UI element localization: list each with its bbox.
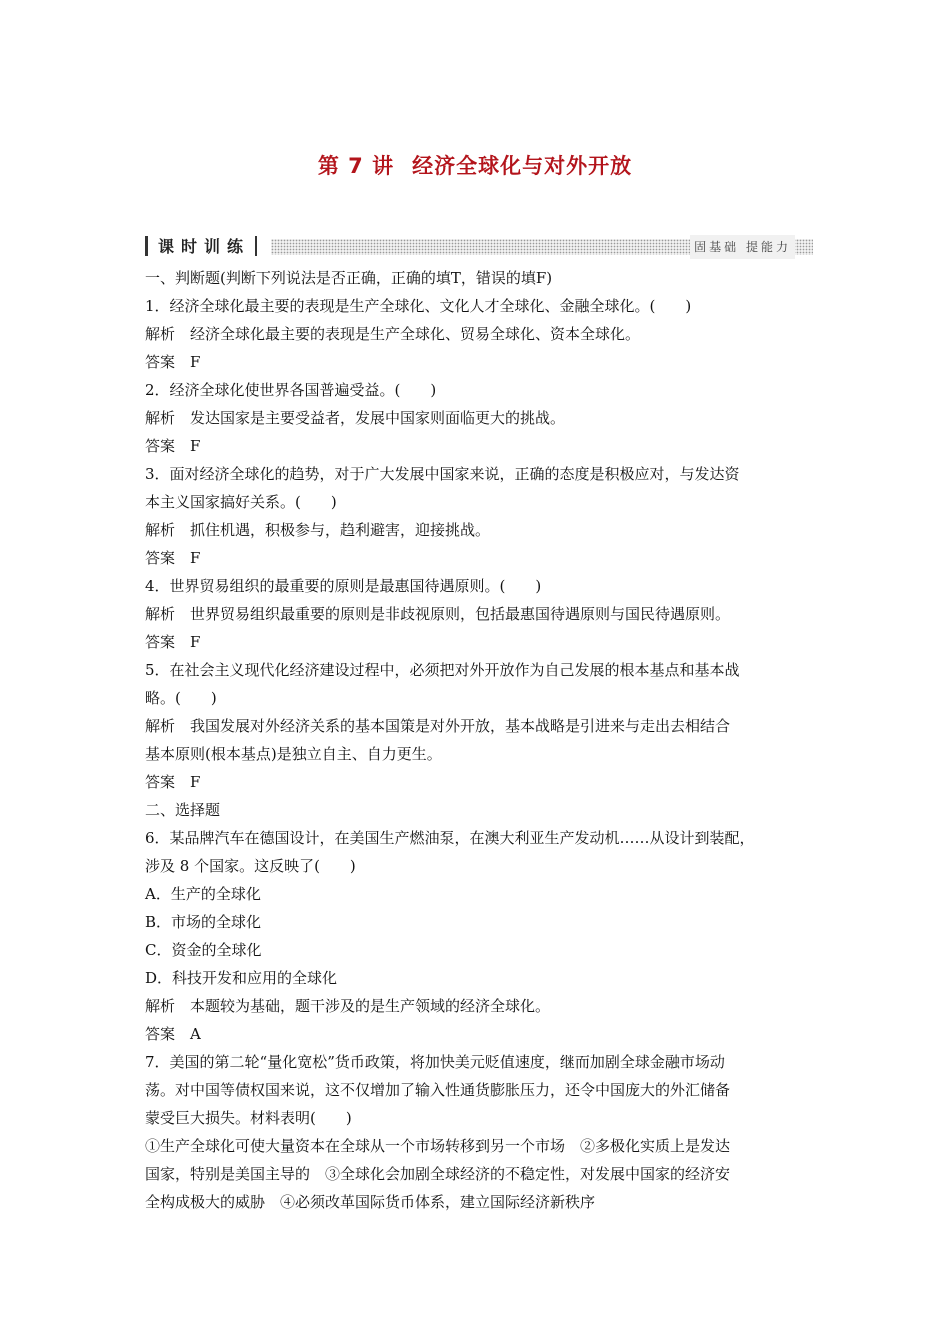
- option-b: B．市场的全球化: [145, 913, 262, 931]
- banner-label: 课时训练: [158, 237, 251, 256]
- question-7-line-3: 蒙受巨大损失。材料表明( ): [145, 1109, 352, 1127]
- answer-1: 答案 F: [145, 353, 201, 371]
- question-5-line-1: 5．在社会主义现代化经济建设过程中，必须把对外开放作为自己发展的根本基点和基本战: [145, 661, 740, 679]
- question-3-line-2: 本主义国家搞好关系。( ): [145, 493, 337, 511]
- question-2: 2．经济全球化使世界各国普遍受益。( ): [145, 381, 437, 399]
- question-7-line-1: 7．美国的第二轮“量化宽松”货币政策，将加快美元贬值速度，继而加剧全球金融市场动: [145, 1053, 725, 1071]
- answer-4: 答案 F: [145, 633, 201, 651]
- question-1: 1．经济全球化最主要的表现是生产全球化、文化人才全球化、金融全球化。( ): [145, 297, 692, 315]
- question-3-line-1: 3．面对经济全球化的趋势，对于广大发展中国家来说，正确的态度是积极应对，与发达资: [145, 465, 740, 483]
- option-a: A．生产的全球化: [145, 885, 261, 903]
- answer-6: 答案 A: [145, 1025, 201, 1043]
- answer-2: 答案 F: [145, 437, 201, 455]
- analysis-2: 解析 发达国家是主要受益者，发展中国家则面临更大的挑战。: [145, 409, 566, 427]
- analysis-3: 解析 抓住机遇，积极参与，趋利避害，迎接挑战。: [145, 521, 491, 539]
- banner-divider: [255, 236, 257, 256]
- question-4: 4．世界贸易组织的最重要的原则是最惠国待遇原则。( ): [145, 577, 542, 595]
- document-body: [145, 264, 815, 1216]
- section-heading: 一、判断题(判断下列说法是否正确，正确的填T，错误的填F): [145, 269, 553, 287]
- lesson-number: 第 7 讲: [317, 154, 395, 178]
- question-6-line-2: 涉及 8 个国家。这反映了( ): [145, 857, 356, 875]
- question-5-line-2: 略。( ): [145, 689, 217, 707]
- question-7-statements-line-3: 全构成极大的威胁 ④必须改革国际货币体系，建立国际经济新秩序: [145, 1193, 596, 1211]
- option-d: D．科技开发和应用的全球化: [145, 969, 338, 987]
- banner-left-bar: [145, 236, 148, 256]
- analysis-4: 解析 世界贸易组织最重要的原则是非歧视原则，包括最惠国待遇原则与国民待遇原则。: [145, 605, 731, 623]
- page-title: [0, 150, 950, 180]
- lesson-topic: 经济全球化与对外开放: [412, 154, 633, 178]
- question-6-line-1: 6．某品牌汽车在德国设计，在美国生产燃油泵，在澳大利亚生产发动机……从设计到装配，: [145, 829, 755, 847]
- question-7-line-2: 荡。对中国等债权国来说，这不仅增加了输入性通货膨胀压力，还令中国庞大的外汇储备: [145, 1081, 731, 1099]
- question-7-statements-line-2: 国家，特别是美国主导的 ③全球化会加剧全球经济的不稳定性，对发展中国家的经济安: [145, 1165, 731, 1183]
- question-7-statements-line-1: ①生产全球化可使大量资本在全球从一个市场转移到另一个市场 ②多极化实质上是发达: [145, 1137, 731, 1155]
- analysis-6: 解析 本题较为基础，题干涉及的是生产领域的经济全球化。: [145, 997, 551, 1015]
- answer-3: 答案 F: [145, 549, 201, 567]
- analysis-1: 解析 经济全球化最主要的表现是生产全球化、贸易全球化、资本全球化。: [145, 325, 641, 343]
- answer-5: 答案 F: [145, 773, 201, 791]
- section-heading-2: 二、选择题: [145, 801, 221, 819]
- section-banner: [145, 235, 813, 259]
- analysis-5-line-1: 解析 我国发展对外经济关系的基本国策是对外开放，基本战略是引进来与走出去相结合: [145, 717, 731, 735]
- banner-right-label: 固基础 提能力: [690, 235, 795, 259]
- analysis-5-line-2: 基本原则(根本基点)是独立自主、自力更生。: [145, 745, 442, 763]
- option-c: C．资金的全球化: [145, 941, 262, 959]
